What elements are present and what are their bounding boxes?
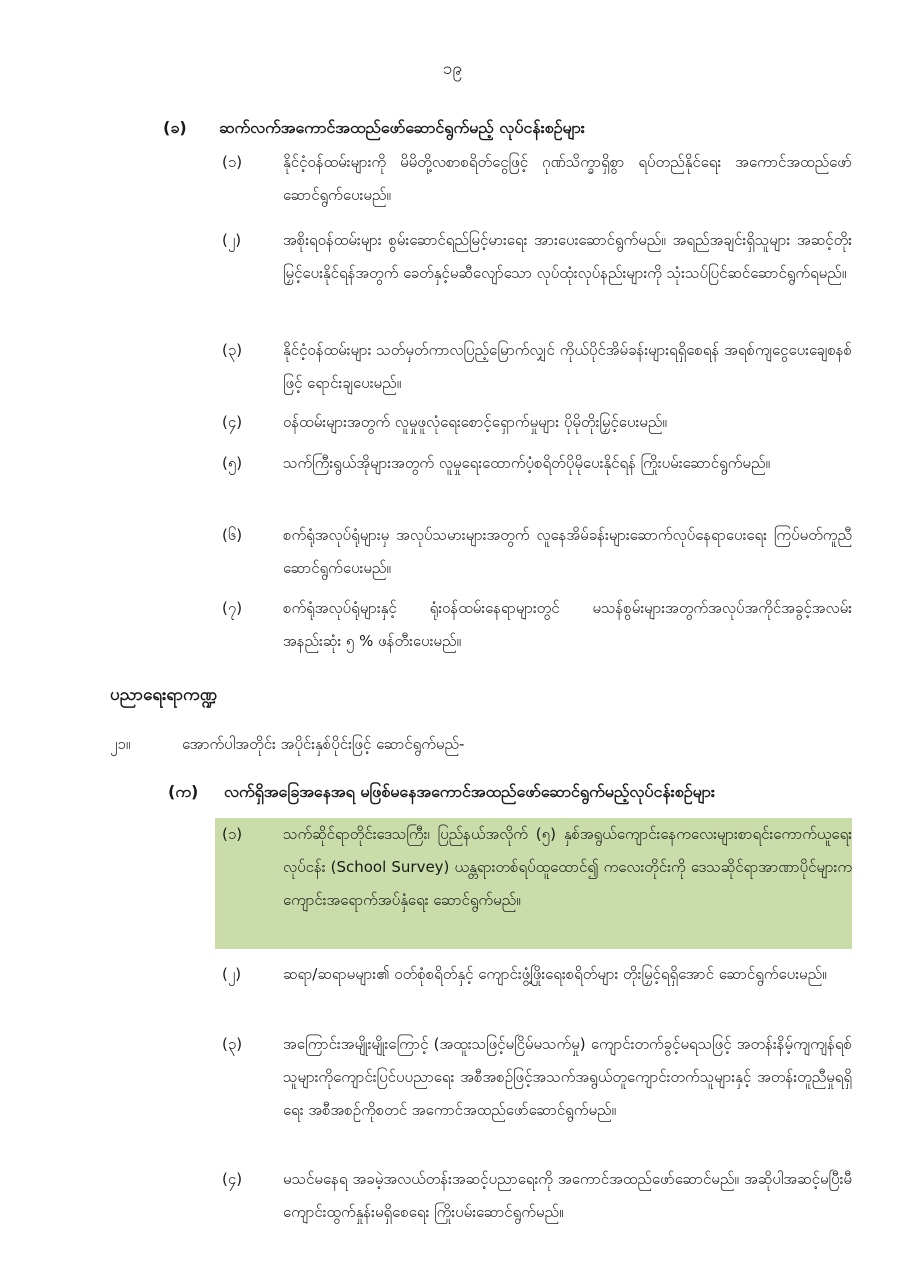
- paragraph-text: အောက်ပါအတိုင်း အပိုင်းနှစ်ပိုင်းဖြင့် ဆောင်ရွက်မည်-: [182, 735, 465, 753]
- subsection-title: လက်ရှိအခြေအနေအရ မဖြစ်မနေအကောင်အထည်ဖော်ဆောင်ရွက်မည့်လုပ်ငန်းစဉ်များ: [224, 782, 715, 801]
- item-marker: (၃): [222, 1035, 243, 1053]
- item-text: သက်ဆိုင်ရာတိုင်းဒေသကြီး၊ ပြည်နယ်အလိုက် (၅) နှစ်အရွယ်ကျောင်းနေကလေးများစာရင်းကောက်ယူရေးလုပ်ငန်း (School Survey) ယန္တရားတစ်ရပ်ထူထောင်၍ ကလေးတိုင်းကို ဒေသဆိုင်ရာအာဏာပိုင်များက ကျောင်းအရောက်အပ်နှံရေး ဆောင်ရွက်မည်။: [283, 825, 852, 909]
- page-number: ၁၉: [442, 59, 463, 79]
- item-text: နိုင်ငံ့ဝန်ထမ်းများကို မိမိတို့လစာစရိတ်ငွေဖြင့် ဂုဏ်သိက္ခာရှိစွာ ရပ်တည်နိုင်ရေး အကောင်အထည်ဖော်ဆောင်ရွက်ပေးမည်။: [283, 153, 852, 204]
- list-item: [222, 1163, 852, 1229]
- list-item: [222, 406, 852, 439]
- item-text: အကြောင်းအမျိုးမျိုးကြောင့် (အထူးသဖြင့်မငြိမ်မသက်မှု) ကျောင်းတက်ခွင့်မရသဖြင့် အတန်းနိမ့်ကျကျန်ရစ်သူများကိုကျောင်းပြင်ပပညာရေး အစီအစဉ်ဖြင့်အသက်အရွယ်တူကျောင်းတက်သူများနှင့် အတန်းတူညီမှုရရှိရေး အစီအစဉ်ကိုစတင် အကောင်အထည်ဖော်ဆောင်ရွက်မည်။: [283, 1035, 852, 1119]
- item-text: ဆရာ/ဆရာမများ၏ ဝတ်စုံစရိတ်နှင့် ကျောင်းဖွံ့ဖြိုးရေးစရိတ်များ တိုးမြှင့်ရရှိအောင် ဆောင်ရွက်ပေးမည်။: [283, 965, 827, 983]
- item-marker: (၆): [222, 526, 243, 544]
- paragraph-21: [110, 735, 464, 757]
- item-text: ဝန်ထမ်းများအတွက် လူမှုဖူလုံရေးစောင့်ရှောက်မှုများ ပိုမိုတိုးမြှင့်ပေးမည်။: [283, 413, 667, 431]
- list-item: [222, 1028, 852, 1127]
- paragraph-number: ၂၁။: [110, 735, 131, 753]
- item-marker: (၂): [222, 231, 242, 249]
- list-item: [222, 447, 852, 480]
- section-number: (ခ): [163, 118, 187, 137]
- item-text: စက်ရုံအလုပ်ရုံများနှင့် ရုံးဝန်ထမ်းနေရာများတွင် မသန်စွမ်းများအတွက်အလုပ်အကိုင်အခွင့်အလမ်း အနည်းဆုံး ၅ % ဖန်တီးပေးမည်။: [283, 599, 852, 650]
- list-item: [222, 818, 852, 917]
- list-item: [222, 334, 852, 400]
- subsection-heading: [168, 781, 715, 805]
- item-marker: (၄): [222, 1170, 243, 1188]
- item-text: အစိုးရဝန်ထမ်းများ စွမ်းဆောင်ရည်မြင့်မားရေး အားပေးဆောင်ရွက်မည်။ အရည်အချင်းရှိသူများ အဆင့်တိုးမြှင့်ပေးနိုင်ရန်အတွက် ခေတ်နှင့်မဆီလျော်သော လုပ်ထုံးလုပ်နည်းများကို သုံးသပ်ပြင်ဆင်ဆောင်ရွက်ရမည်။: [283, 231, 852, 282]
- item-marker: (၁): [222, 153, 243, 171]
- item-marker: (၁): [222, 825, 243, 843]
- item-marker: (၅): [222, 454, 243, 472]
- list-item: [222, 224, 852, 290]
- item-text: မသင်မနေရ အခမဲ့အလယ်တန်းအဆင့်ပညာရေးကို အကောင်အထည်ဖော်ဆောင်မည်။ အဆိုပါအဆင့်မပြီးမီကျောင်းထွက်နှုန်းမရှိစေရေး ကြိုးပမ်းဆောင်ရွက်မည်။: [283, 1170, 852, 1221]
- subsection-number: (က): [168, 782, 199, 801]
- item-marker: (၃): [222, 341, 243, 359]
- item-marker: (၇): [222, 599, 243, 617]
- education-section-title: ပညာရေးရာကဏ္ဍ: [110, 685, 217, 705]
- item-marker: (၂): [222, 965, 242, 983]
- list-item: [222, 592, 852, 658]
- item-text: သက်ကြီးရွယ်အိုများအတွက် လူမှုရေးထောက်ပံ့စရိတ်ပိုမိုပေးနိုင်ရန် ကြိုးပမ်းဆောင်ရွက်မည်။: [283, 454, 771, 472]
- item-text: စက်ရုံအလုပ်ရုံများမှ အလုပ်သမားများအတွက် လူနေအိမ်ခန်းများဆောက်လုပ်နေရာပေးရေး ကြပ်မတ်ကူညီဆောင်ရွက်ပေးမည်။: [283, 526, 852, 577]
- list-item: [222, 958, 852, 991]
- list-item: [222, 519, 852, 585]
- list-item: [222, 146, 852, 212]
- section-title: ဆက်လက်အကောင်အထည်ဖော်ဆောင်ရွက်မည့် လုပ်ငန်းစဉ်များ: [219, 118, 585, 137]
- item-text: နိုင်ငံ့ဝန်ထမ်းများ သတ်မှတ်ကာလပြည့်မြောက်လျှင် ကိုယ်ပိုင်အိမ်ခန်းများရရှိစေရန် အရစ်ကျငွေပေးချေစနစ်ဖြင့် ရောင်းချပေးမည်။: [283, 341, 852, 392]
- section-heading: [163, 117, 585, 141]
- item-marker: (၄): [222, 413, 243, 431]
